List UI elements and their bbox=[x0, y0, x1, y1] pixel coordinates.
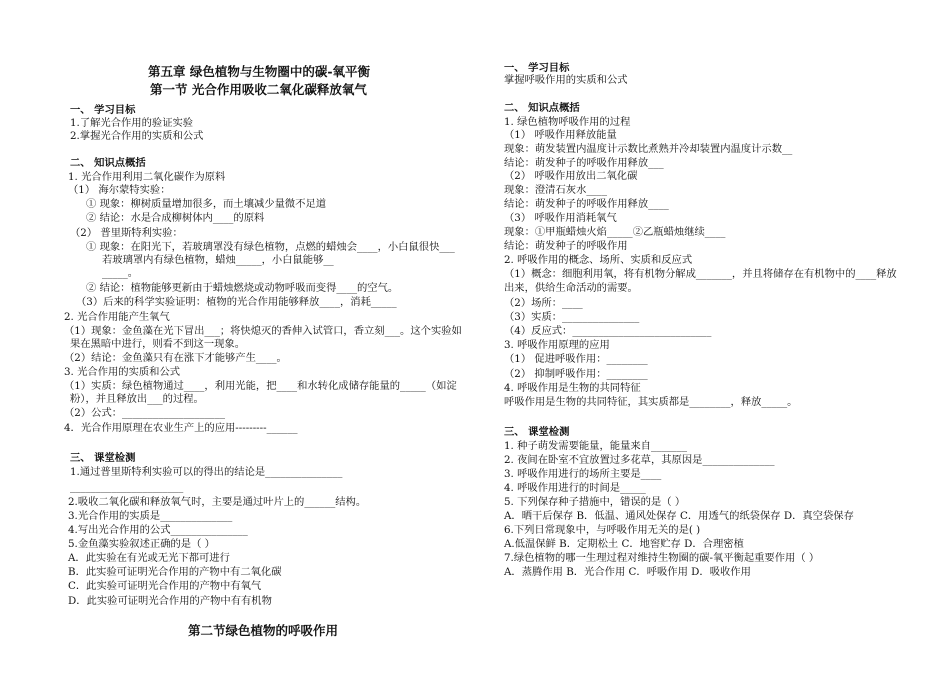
section2-title: 第二节绿色植物的呼吸作用 bbox=[188, 623, 339, 638]
right-line: （2）场所：____ bbox=[504, 297, 583, 309]
chapter-title: 第五章 绿色植物与生物圈中的碳-氧平衡 bbox=[148, 64, 371, 79]
right-line: （1）概念：细胞利用氧，将有机物分解成_______，并且将储存在有机物中的____释放 bbox=[504, 268, 897, 280]
right-line: 现象：①甲瓶蜡烛火焰_____②乙瓶蜡烛继续____ bbox=[504, 226, 726, 238]
left-line: ② 结论：植物能够更新由于蜡烛燃烧或动物呼吸而变得____的空气。 bbox=[86, 282, 399, 294]
right-line: 4. 呼吸作用是生物的共同特征 bbox=[504, 382, 641, 394]
right-line: 1. 绿色植物呼吸作用的过程 bbox=[504, 116, 631, 128]
right-line: 2. 夜间在卧室不宜放置过多花草，其原因是______________ bbox=[504, 454, 775, 466]
right-line: A．晒干后保存 B．低温、通风处保存 C．用透气的纸袋保存 D．真空袋保存 bbox=[504, 510, 854, 522]
left-line: 4．光合作用原理在农业生产上的应用---------______ bbox=[64, 422, 298, 434]
left-line: 果在黑暗中进行，则看不到这一现象。 bbox=[70, 338, 246, 350]
section1-title: 第一节 光合作用吸收二氧化碳释放氧气 bbox=[150, 82, 367, 97]
right-line: 现象：萌发装置内温度计示数比煮熟并冷却装置内温度计示数__ bbox=[504, 143, 793, 155]
right-line: 结论：萌发种子的呼吸作用 bbox=[504, 240, 628, 252]
left-line: B．此实验可证明光合作用的产物中有二氧化碳 bbox=[68, 566, 282, 578]
right-line: 现象：澄清石灰水____ bbox=[504, 184, 607, 196]
right-line: 三、 课堂检测 bbox=[504, 426, 570, 438]
left-line: 2. 光合作用能产生氧气 bbox=[64, 311, 170, 323]
right-line: 掌握呼吸作用的实质和公式 bbox=[504, 74, 628, 86]
left-line: 二、 知识点概括 bbox=[70, 157, 146, 169]
right-line: 4. 呼吸作用进行的时间是_____ bbox=[504, 482, 646, 494]
right-line: （3） 呼吸作用消耗氧气 bbox=[504, 212, 617, 224]
left-line: （2） 普里斯特利实验： bbox=[70, 227, 183, 239]
left-line: ① 现象：柳树质量增加很多，而土壤减少量微不足道 bbox=[86, 198, 327, 210]
left-line: 3.光合作用的实质是______________ bbox=[68, 510, 233, 522]
right-line: 6.下列日常现象中，与呼吸作用无关的是( ) bbox=[504, 524, 701, 536]
left-line: 1.通过普里斯特利实验可以的得出的结论是_______________ bbox=[70, 466, 343, 478]
right-line: 7.绿色植物的哪一生理过程对维持生物圈的碳-氧平衡起重要作用（ ） bbox=[504, 552, 820, 564]
left-line: A．此实验在有光或无光下都可进行 bbox=[68, 552, 230, 564]
right-line: A.低温保鲜 B．定期松土 C．地窖贮存 D．合理密植 bbox=[504, 538, 744, 550]
right-line: （2） 呼吸作用放出二氧化碳 bbox=[504, 170, 638, 182]
right-line: 2. 呼吸作用的概念、场所、实质和反应式 bbox=[504, 254, 693, 266]
left-line: 2.掌握光合作用的实质和公式 bbox=[70, 130, 204, 142]
left-line: （2）结论：金鱼藻只有在涨下才能够产生____。 bbox=[64, 352, 287, 364]
right-line: （4）反应式：___________________________ bbox=[504, 325, 712, 337]
left-line: ② 结论：水是合成柳树体内____的原料 bbox=[86, 212, 265, 224]
right-line: A．蒸腾作用 B．光合作用 C．呼吸作用 D．吸收作用 bbox=[504, 566, 751, 578]
left-line: （3）后来的科学实验证明：植物的光合作用能够释放____，消耗_____ bbox=[76, 296, 397, 308]
left-line: D．此实验可证明光合作用的产物中有有机物 bbox=[68, 595, 272, 607]
left-line: _____。 bbox=[102, 267, 139, 279]
left-line: ______________________ bbox=[70, 481, 184, 493]
left-line: ① 现象：在阳光下，若玻璃罩没有绿色植物，点燃的蜡烛会____，小白鼠很快___ bbox=[86, 241, 455, 253]
right-line: 3. 呼吸作用进行的场所主要是____ bbox=[504, 468, 662, 480]
right-line: 出来，供给生命活动的需要。 bbox=[504, 282, 638, 294]
right-line: 1. 种子萌发需要能量，能量来自_______ bbox=[504, 440, 687, 452]
right-line: （2） 抑制呼吸作用：________ bbox=[504, 368, 648, 380]
left-line: C．此实验可证明光合作用的产物中有氧气 bbox=[68, 580, 262, 592]
right-line: 二、 知识点概括 bbox=[504, 102, 580, 114]
left-line: 三、 课堂检测 bbox=[70, 452, 136, 464]
right-line: （3）实质：_______________ bbox=[504, 311, 640, 323]
right-line: （1） 促进呼吸作用：________ bbox=[504, 353, 648, 365]
left-line: 4.写出光合作用的公式_______________ bbox=[68, 524, 248, 536]
right-line: 3. 呼吸作用原理的应用 bbox=[504, 339, 610, 351]
left-line: 5.金鱼藻实验叙述正确的是（ ） bbox=[68, 538, 215, 550]
right-line: 一、 学习目标 bbox=[504, 62, 570, 74]
left-line: （1）实质：绿色植物通过____，利用光能，把____和水转化成储存能量的_____（如淀 bbox=[64, 380, 457, 392]
right-line: 结论：萌发种子的呼吸作用释放___ bbox=[504, 157, 664, 169]
left-line: 1.了解光合作用的验证实验 bbox=[70, 117, 194, 129]
left-line: 1. 光合作用利用二氧化碳作为原料 bbox=[68, 171, 226, 183]
left-line: 若玻璃罩内有绿色植物，蜡烛_____，小白鼠能够__ bbox=[102, 254, 334, 266]
right-line: （1） 呼吸作用释放能量 bbox=[504, 129, 617, 141]
left-line: 一、 学习目标 bbox=[70, 104, 136, 116]
left-line: 3. 光合作用的实质和公式 bbox=[64, 366, 181, 378]
right-line: 结论：萌发种子的呼吸作用释放____ bbox=[504, 198, 669, 210]
right-line: 呼吸作用是生物的共同特征，其实质都是________，释放_____。 bbox=[504, 396, 798, 408]
left-line: （2）公式：____________________ bbox=[64, 407, 226, 419]
left-line: 2.吸收二氧化碳和释放氧气时，主要是通过叶片上的______结构。 bbox=[68, 496, 367, 508]
left-line: （1） 海尔蒙特实验： bbox=[68, 184, 171, 196]
left-line: （1）现象：金鱼藻在光下冒出___；将快熄灭的香伸入试管口，香立刻___。这个实验如 bbox=[64, 325, 462, 337]
left-line: 粉），并且释放出___的过程。 bbox=[70, 393, 204, 405]
right-line: 5. 下列保存种子措施中，错误的是（ ） bbox=[504, 496, 686, 508]
